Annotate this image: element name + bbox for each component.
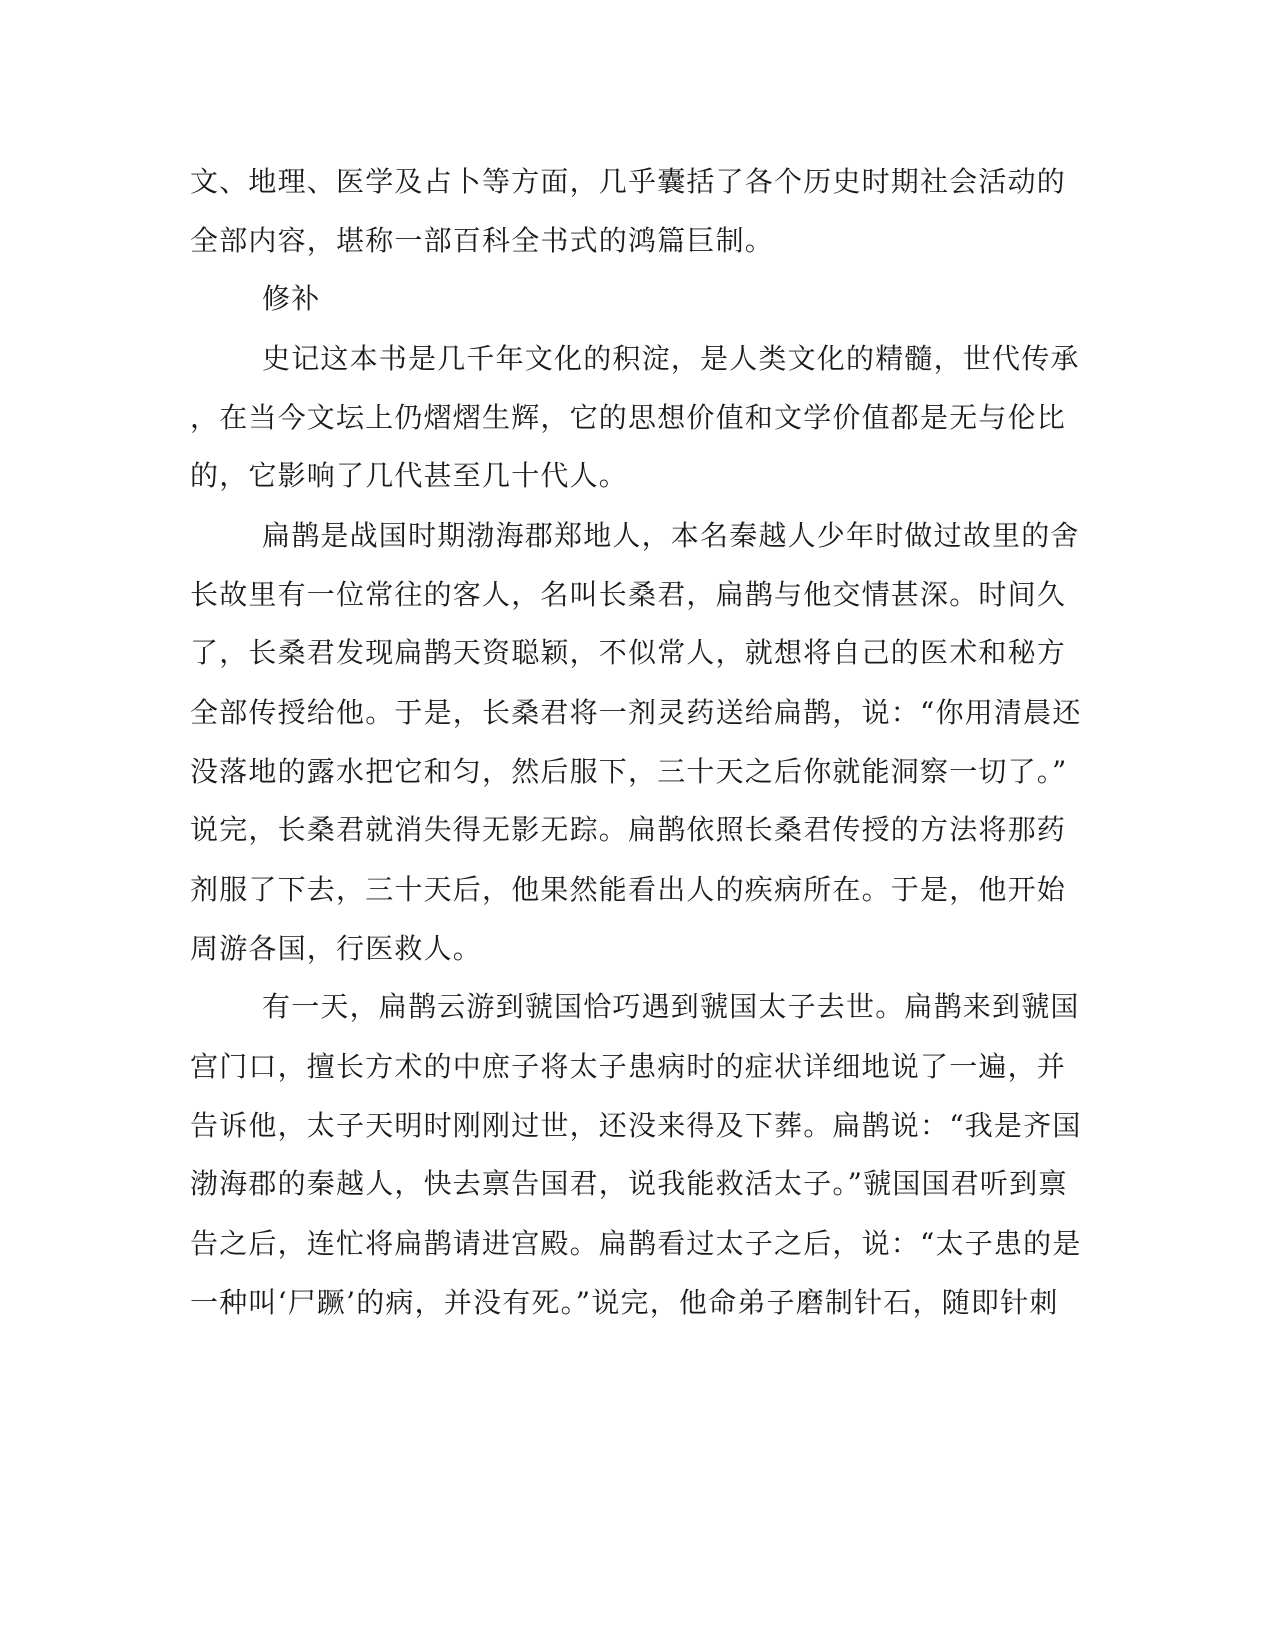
text-line: 剂服了下去，三十天后，他果然能看出人的疾病所在。于是，他开始 bbox=[190, 873, 1067, 906]
text-line: 了，长桑君发现扁鹊天资聪颖，不似常人，就想将自己的医术和秘方 bbox=[190, 636, 1067, 669]
text-line: 宫门口，擅长方术的中庶子将太子患病时的症状详细地说了一遍，并 bbox=[190, 1050, 1067, 1083]
text-line: 一种叫‘尸蹶’的病，并没有死。”说完，他命弟子磨制针石，随即针刺 bbox=[190, 1286, 1059, 1319]
text-line: 告诉他，太子天明时刚刚过世，还没来得及下葬。扁鹊说：“我是齐国 bbox=[190, 1109, 1082, 1142]
text-line: 全部内容，堪称一部百科全书式的鸿篇巨制。 bbox=[190, 224, 775, 257]
text-line: 说完，长桑君就消失得无影无踪。扁鹊依照长桑君传授的方法将那药 bbox=[190, 813, 1067, 846]
section-heading: 修补 bbox=[262, 282, 321, 315]
text-line: 史记这本书是几千年文化的积淀，是人类文化的精髓，世代传承 bbox=[262, 342, 1080, 375]
text-line: 全部传授给他。于是，长桑君将一剂灵药送给扁鹊，说：“你用清晨还 bbox=[190, 696, 1082, 729]
text-line: 周游各国，行医救人。 bbox=[190, 932, 483, 965]
text-line: ，在当今文坛上仍熠熠生辉，它的思想价值和文学价值都是无与伦比 bbox=[190, 401, 1067, 434]
text-line: 渤海郡的秦越人，快去禀告国君，说我能救活太子。”虢国国君听到禀 bbox=[190, 1167, 1068, 1200]
text-line: 长故里有一位常往的客人，名叫长桑君，扁鹊与他交情甚深。时间久 bbox=[190, 578, 1067, 611]
text-line: 有一天，扁鹊云游到虢国恰巧遇到虢国太子去世。扁鹊来到虢国 bbox=[262, 990, 1080, 1023]
text-line: 告之后，连忙将扁鹊请进宫殿。扁鹊看过太子之后，说：“太子患的是 bbox=[190, 1227, 1082, 1260]
text-line: 没落地的露水把它和匀，然后服下，三十天之后你就能洞察一切了。” bbox=[190, 755, 1068, 788]
text-line: 文、地理、医学及占卜等方面，几乎囊括了各个历史时期社会活动的 bbox=[190, 165, 1067, 198]
text-line: 的，它影响了几代甚至几十代人。 bbox=[190, 459, 629, 492]
text-line: 扁鹊是战国时期渤海郡郑地人，本名秦越人少年时做过故里的舍 bbox=[262, 519, 1080, 552]
